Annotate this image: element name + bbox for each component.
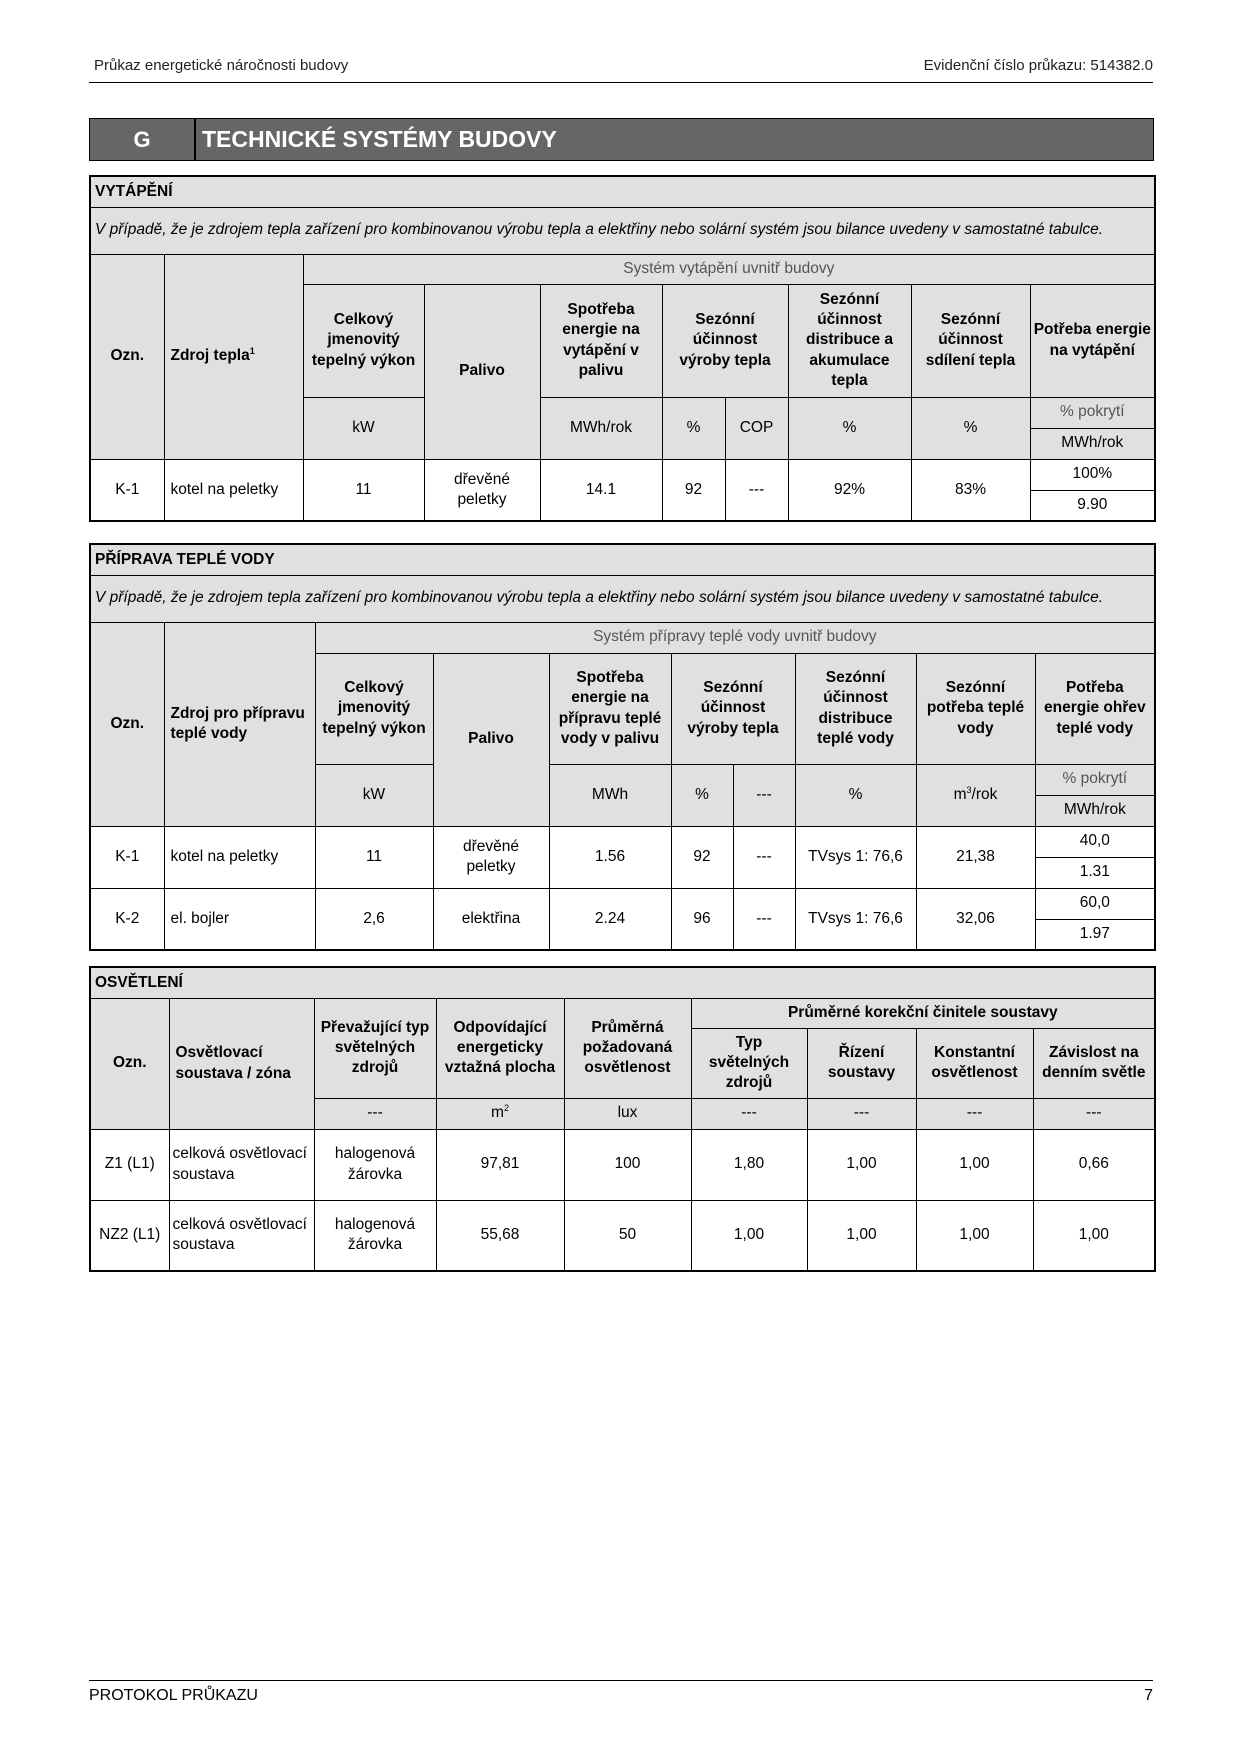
table-row — [90, 459, 1155, 490]
lighting-unit-konstantni: --- — [916, 1098, 1033, 1129]
lighting-unit-zdroj: --- — [314, 1098, 436, 1129]
hot-water-distribuce: TVsys 1: 76,6 — [795, 888, 916, 950]
lighting-unit-lux: lux — [564, 1098, 691, 1129]
hot-water-ucinnost: 92 — [671, 826, 733, 888]
lighting-zdroj: halogenová žárovka — [314, 1129, 436, 1200]
lighting-title: OSVĚTLENÍ — [90, 967, 1155, 998]
hot-water-zdroj: el. bojler — [164, 888, 315, 950]
table-row — [90, 888, 1155, 919]
hot-water-col-potreba-vody: Sezónní potřeba teplé vody — [916, 653, 1035, 764]
lighting-ozn: Z1 (L1) — [90, 1129, 169, 1200]
heating-col-ozn: Ozn. — [90, 254, 164, 459]
heating-ozn: K-1 — [90, 459, 164, 521]
heating-vykon: 11 — [303, 459, 424, 521]
footer-title: PROTOKOL PRŮKAZU — [89, 1687, 258, 1704]
heating-col-zdroj: Zdroj tepla$^1$ — [164, 254, 303, 459]
hot-water-system-header: Systém přípravy teplé vody uvnitř budovy — [315, 622, 1155, 653]
lighting-col-typ-zdroju: Převažující typ světelných zdrojů — [314, 998, 436, 1098]
hot-water-zdroj: kotel na peletky — [164, 826, 315, 888]
hot-water-ozn: K-2 — [90, 888, 164, 950]
hot-water-col-palivo: Palivo — [433, 653, 549, 826]
hot-water-potreba: 1.31 — [1035, 857, 1155, 888]
heating-palivo: dřevěné peletky — [424, 459, 540, 521]
lighting-typ: 1,80 — [691, 1129, 807, 1200]
footer-divider — [89, 1680, 1153, 1681]
hot-water-ucinnost: 96 — [671, 888, 733, 950]
heating-unit-mwhrok: MWh/rok — [540, 397, 662, 459]
hot-water-spotreba: 2.24 — [549, 888, 671, 950]
hot-water-col-ucinnost-vyroby: Sezónní účinnost výroby tepla — [671, 653, 795, 764]
heating-unit-pct-sdileni: % — [911, 397, 1030, 459]
lighting-zavislost: 0,66 — [1033, 1129, 1155, 1200]
hot-water-col-distribuce: Sezónní účinnost distribuce teplé vody — [795, 653, 916, 764]
heating-ucinnost: 92 — [662, 459, 725, 521]
lighting-unit-rizeni: --- — [807, 1098, 916, 1129]
hot-water-vykon: 11 — [315, 826, 433, 888]
hot-water-dash: --- — [733, 888, 795, 950]
heating-sdileni: 83% — [911, 459, 1030, 521]
lighting-rizeni: 1,00 — [807, 1200, 916, 1271]
hot-water-potreba-vody: 32,06 — [916, 888, 1035, 950]
hot-water-unit-m3: $m^3$/rok — [916, 764, 1035, 826]
heating-potreba: 9.90 — [1030, 490, 1155, 521]
hot-water-distribuce: TVsys 1: 76,6 — [795, 826, 916, 888]
lighting-soustava: celková osvětlovací soustava — [169, 1129, 314, 1200]
hot-water-title: PŘÍPRAVA TEPLÉ VODY — [90, 544, 1155, 575]
hot-water-unit-kw: kW — [315, 764, 433, 826]
heating-unit-mwhrok-potreba: MWh/rok — [1030, 428, 1155, 459]
hot-water-palivo: dřevěné peletky — [433, 826, 549, 888]
hot-water-pokryti: 60,0 — [1035, 888, 1155, 919]
lighting-soustava: celková osvětlovací soustava — [169, 1200, 314, 1271]
heating-title: VYTÁPĚNÍ — [90, 176, 1155, 207]
lighting-col-konstantni: Konstantní osvětlenost — [916, 1028, 1033, 1098]
lighting-unit-typ: --- — [691, 1098, 807, 1129]
lighting-unit-m2: $m^2$ — [436, 1098, 564, 1129]
page-number: 7 — [1144, 1687, 1153, 1704]
heating-col-distribuce: Sezónní účinnost distribuce a akumulace tepla — [788, 284, 911, 397]
lighting-rizeni: 1,00 — [807, 1129, 916, 1200]
heating-unit-kw: kW — [303, 397, 424, 459]
lighting-zdroj: halogenová žárovka — [314, 1200, 436, 1271]
hot-water-note: V případě, že je zdrojem tepla zařízení pro kombinovanou výrobu tepla a elektřiny nebo solární systém jsou bilance uvedeny v samostatné tabulce. — [90, 575, 1155, 622]
hot-water-table — [89, 543, 1156, 951]
hot-water-unit-mwh: MWh — [549, 764, 671, 826]
lighting-typ: 1,00 — [691, 1200, 807, 1271]
lighting-zavislost: 1,00 — [1033, 1200, 1155, 1271]
section-heading — [89, 118, 1154, 161]
hot-water-pokryti: 40,0 — [1035, 826, 1155, 857]
lighting-unit-zavislost: --- — [1033, 1098, 1155, 1129]
heating-col-vykon: Celkový jmenovitý tepelný výkon — [303, 284, 424, 397]
lighting-osvetlenost: 50 — [564, 1200, 691, 1271]
lighting-ozn: NZ2 (L1) — [90, 1200, 169, 1271]
heating-table — [89, 175, 1156, 522]
hot-water-vykon: 2,6 — [315, 888, 433, 950]
heating-unit-pct: % — [662, 397, 725, 459]
heating-spotreba: 14.1 — [540, 459, 662, 521]
header-divider — [89, 82, 1153, 83]
lighting-plocha: 97,81 — [436, 1129, 564, 1200]
table-row — [90, 826, 1155, 857]
heating-col-potreba: Potřeba energie na vytápění — [1030, 284, 1155, 397]
heating-unit-cop: COP — [725, 397, 788, 459]
hot-water-unit-dash: --- — [733, 764, 795, 826]
hot-water-unit-pokryti: % pokrytí — [1035, 764, 1155, 795]
table-row — [90, 1200, 1155, 1271]
hot-water-col-potreba-energie: Potřeba energie ohřev teplé vody — [1035, 653, 1155, 764]
lighting-col-rizeni: Řízení soustavy — [807, 1028, 916, 1098]
lighting-table — [89, 966, 1156, 1272]
section-title: TECHNICKÉ SYSTÉMY BUDOVY — [202, 126, 557, 152]
heating-distribuce: 92% — [788, 459, 911, 521]
heating-cop: --- — [725, 459, 788, 521]
heating-col-sdileni: Sezónní účinnost sdílení tepla — [911, 284, 1030, 397]
hot-water-unit-mwhrok: MWh/rok — [1035, 795, 1155, 826]
lighting-col-zavislost: Závislost na denním světle — [1033, 1028, 1155, 1098]
hot-water-unit-pct-distribuce: % — [795, 764, 916, 826]
heating-col-spotreba: Spotřeba energie na vytápění v palivu — [540, 284, 662, 397]
table-row — [90, 1129, 1155, 1200]
heating-col-palivo: Palivo — [424, 284, 540, 459]
lighting-col-osvetlenost: Průměrná požadovaná osvětlenost — [564, 998, 691, 1098]
heating-pokryti: 100% — [1030, 459, 1155, 490]
hot-water-dash: --- — [733, 826, 795, 888]
lighting-konstantni: 1,00 — [916, 1129, 1033, 1200]
hot-water-col-spotreba: Spotřeba energie na přípravu teplé vody v palivu — [549, 653, 671, 764]
lighting-col-plocha: Odpovídající energeticky vztažná plocha — [436, 998, 564, 1098]
document-title: Průkaz energetické náročnosti budovy — [94, 57, 349, 74]
heating-note: V případě, že je zdrojem tepla zařízení pro kombinovanou výrobu tepla a elektřiny nebo solární systém jsou bilance uvedeny v samostatné tabulce. — [90, 207, 1155, 254]
hot-water-col-vykon: Celkový jmenovitý tepelný výkon — [315, 653, 433, 764]
hot-water-col-ozn: Ozn. — [90, 622, 164, 826]
lighting-plocha: 55,68 — [436, 1200, 564, 1271]
heating-unit-pokryti: % pokrytí — [1030, 397, 1155, 428]
heating-col-ucinnost-vyroby: Sezónní účinnost výroby tepla — [662, 284, 788, 397]
lighting-col-ozn: Ozn. — [90, 998, 169, 1129]
hot-water-unit-pct: % — [671, 764, 733, 826]
heating-unit-pct-distribuce: % — [788, 397, 911, 459]
hot-water-col-zdroj: Zdroj pro přípravu teplé vody — [164, 622, 315, 826]
hot-water-palivo: elektřina — [433, 888, 549, 950]
heating-zdroj: kotel na peletky — [164, 459, 303, 521]
lighting-col-typ: Typ světelných zdrojů — [691, 1028, 807, 1098]
heating-system-header: Systém vytápění uvnitř budovy — [303, 254, 1155, 284]
certificate-number: Evidenční číslo průkazu: 514382.0 — [923, 57, 1153, 74]
hot-water-potreba-vody: 21,38 — [916, 826, 1035, 888]
hot-water-potreba: 1.97 — [1035, 919, 1155, 950]
lighting-osvetlenost: 100 — [564, 1129, 691, 1200]
lighting-col-group: Průměrné korekční činitele soustavy — [691, 998, 1155, 1028]
lighting-konstantni: 1,00 — [916, 1200, 1033, 1271]
section-letter: G — [90, 119, 196, 160]
lighting-col-soustava: Osvětlovací soustava / zóna — [169, 998, 314, 1129]
hot-water-ozn: K-1 — [90, 826, 164, 888]
hot-water-spotreba: 1.56 — [549, 826, 671, 888]
